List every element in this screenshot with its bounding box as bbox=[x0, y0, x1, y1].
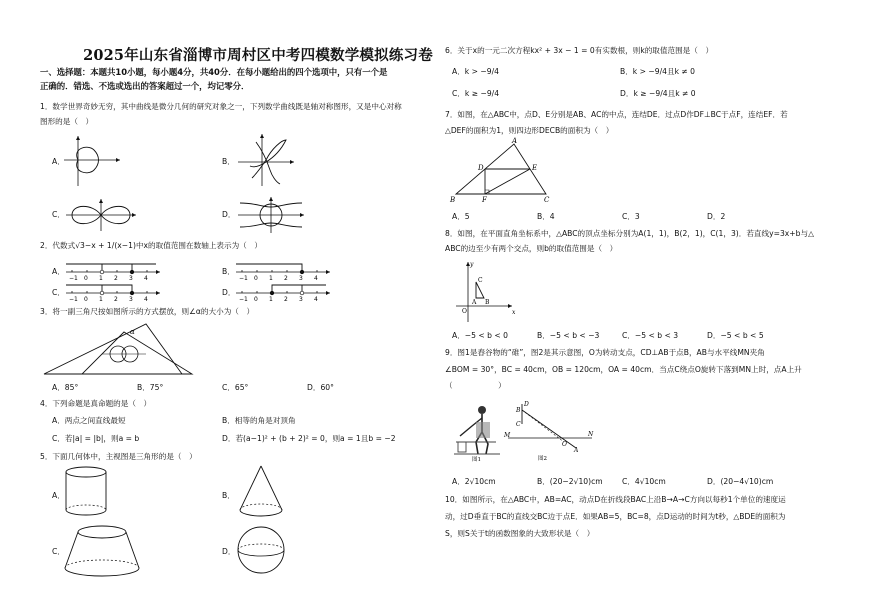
q9-figure2-diagram bbox=[504, 400, 596, 464]
q6-option-d: D．k ≥ −9/4且k ≠ 0 bbox=[620, 89, 696, 98]
q7-stem-line1: 7．如图，在△ABC中，点D、E分别是AB、AC的中点，连结DE．过点D作DF⊥BC于点F，连结EF．若 bbox=[445, 110, 788, 119]
q7-option-c: C．3 bbox=[622, 212, 640, 221]
q2-option-b-label: B． bbox=[222, 267, 235, 276]
q9-stem-line2: ∠BOM = 30°，BC = 40cm，OB = 120cm，OA = 40cm．当点C绕点O旋转下落到MN上时，点A上升 bbox=[445, 365, 802, 374]
q1-circle-curves-figure bbox=[236, 195, 306, 235]
q8-option-d: D．−5 < b < 5 bbox=[707, 331, 764, 340]
numberline-tick-label: 4 bbox=[144, 275, 148, 282]
numberline-tick-label: 3 bbox=[129, 275, 133, 282]
q9-option-a: A．2√10cm bbox=[452, 477, 496, 486]
q7-option-d: D．2 bbox=[707, 212, 726, 221]
numberline-tick-label: 2 bbox=[114, 296, 118, 303]
numberline-tick-label: 0 bbox=[254, 296, 258, 303]
section1-line1: 一、选择题：本题共10小题，每小题4分，共40分．在每小题给出的四个选项中，只有一个是 bbox=[40, 67, 388, 77]
q7-label-a: A bbox=[512, 137, 518, 145]
q3-stem: 3．将一副三角尺按如图所示的方式摆放，则∠α的大小为（ ） bbox=[40, 307, 255, 316]
numberline-arrow bbox=[156, 291, 160, 295]
numberline-range bbox=[66, 285, 132, 293]
q8-option-a: A．−5 < b < 0 bbox=[452, 331, 509, 340]
section1-line2: 正确的．错选、不选或选出的答案超过一个，均记零分． bbox=[40, 81, 250, 91]
q1-stem-line1: 1．数学世界奇妙无穷，其中曲线是微分几何的研究对象之一，下列数学曲线既是轴对称图形，又是中心对称 bbox=[40, 102, 402, 111]
q1-cardioid-figure bbox=[62, 134, 122, 188]
q9-label-o: O bbox=[562, 441, 567, 448]
q1-option-d-label: D． bbox=[222, 210, 236, 219]
numberline-range bbox=[236, 264, 302, 272]
q9-fig2-caption: 图2 bbox=[538, 456, 547, 462]
q5-frustum-figure bbox=[62, 524, 142, 580]
q2-numberline-d bbox=[236, 279, 332, 303]
numberline-arrow bbox=[326, 291, 330, 295]
q8-coordinate-figure bbox=[454, 260, 516, 324]
q8-label-a: A bbox=[472, 299, 477, 306]
q2-option-c-label: C． bbox=[52, 288, 65, 297]
numberline-tick-label: 0 bbox=[254, 275, 258, 282]
q5-option-d-label: D． bbox=[222, 547, 236, 556]
q7-label-b: B bbox=[450, 196, 456, 204]
q8-label-b: B bbox=[485, 299, 490, 306]
q10-stem-line3: S，则S关于t的函数图象的大致形状是（ ） bbox=[445, 529, 595, 538]
numberline-tick-label: −1 bbox=[239, 275, 248, 282]
numberline-tick-label: 1 bbox=[269, 296, 273, 303]
numberline-arrow bbox=[156, 270, 160, 274]
numberline-arrow bbox=[326, 270, 330, 274]
q7-label-d: D bbox=[478, 164, 484, 172]
numberline-tick-label: 4 bbox=[144, 296, 148, 303]
q8-stem-line2: ABC的边至少有两个交点，则b的取值范围是（ ） bbox=[445, 244, 618, 253]
q1-folium-figure bbox=[236, 132, 296, 188]
q3-alpha-label: α bbox=[130, 328, 135, 336]
q1-option-c-label: C． bbox=[52, 210, 65, 219]
q1-lemniscate-figure bbox=[64, 198, 138, 232]
numberline-range bbox=[302, 285, 326, 293]
q2-option-d-label: D． bbox=[222, 288, 236, 297]
q4-option-c: C．若|a| = |b|，则a = b bbox=[52, 434, 140, 443]
q7-option-b: B．4 bbox=[537, 212, 555, 221]
q3-option-c: C．65° bbox=[222, 383, 249, 392]
q8-label-c: C bbox=[478, 277, 483, 284]
numberline-range bbox=[66, 285, 102, 293]
numberline-closed-dot bbox=[130, 270, 134, 274]
numberline-closed-dot bbox=[300, 270, 304, 274]
numberline-tick-label: −1 bbox=[239, 296, 248, 303]
q7-triangle-figure bbox=[448, 138, 558, 206]
q8-stem-line1: 8．如图，在平面直角坐标系中，△ABC的顶点坐标分别为A(1，1)，B(2，1)，C(1，3)．若直线y=3x+b与△ bbox=[445, 229, 814, 238]
numberline-range bbox=[66, 264, 132, 272]
q5-option-b-label: B． bbox=[222, 491, 235, 500]
numberline-open-dot bbox=[100, 270, 104, 274]
numberline-tick-label: −1 bbox=[69, 296, 78, 303]
q7-label-e: E bbox=[532, 164, 538, 172]
q2-stem-pre: 2．代数式 bbox=[40, 241, 76, 250]
numberline-tick-label: −1 bbox=[69, 275, 78, 282]
q9-option-b: B．(20−2√10)cm bbox=[537, 477, 603, 486]
numberline-open-dot bbox=[100, 291, 104, 295]
q8-option-c: C．−5 < b < 3 bbox=[622, 331, 679, 340]
q5-sphere-figure bbox=[236, 524, 286, 576]
q8-option-b: B．−5 < b < −3 bbox=[537, 331, 600, 340]
q9-label-m: M bbox=[504, 432, 511, 439]
q5-option-c-label: C． bbox=[52, 547, 65, 556]
q6-stem: 6．关于x的一元二次方程kx² + 3x − 1 = 0有实数根，则k的取值范围是（ ） bbox=[445, 46, 714, 55]
q4-option-b: B．相等的角是对顶角 bbox=[222, 416, 296, 425]
q5-cone-figure bbox=[238, 464, 284, 520]
numberline-tick-label: 4 bbox=[314, 296, 318, 303]
numberline-tick-label: 2 bbox=[284, 275, 288, 282]
numberline-closed-dot bbox=[270, 291, 274, 295]
numberline-tick-label: 2 bbox=[114, 275, 118, 282]
q10-stem-line1: 10．如图所示，在△ABC中，AB=AC，动点D在折线段BAC上沿B→A→C方向以每秒1个单位的速度运 bbox=[445, 495, 786, 504]
q8-axis-x: x bbox=[512, 309, 516, 316]
exam-title: 2025年山东省淄博市周村区中考四模数学模拟练习卷 bbox=[83, 47, 433, 64]
q9-stem-line3: （ ） bbox=[445, 381, 506, 390]
q6-option-c: C．k ≥ −9/4 bbox=[452, 89, 500, 98]
q10-stem-line2: 动，过D垂直于BC的直线交BC边于点E．如果AB=5，BC=8，点D运动的时间为t秒，△BDE的面积为 bbox=[445, 512, 786, 521]
numberline-tick-label: 1 bbox=[269, 275, 273, 282]
q1-option-a-label: A． bbox=[52, 157, 65, 166]
numberline-tick-label: 3 bbox=[129, 296, 133, 303]
q9-stem-line1: 9．图1是舂谷物的“碓”，图2是其示意图，O为转动支点，CD⊥AB于点B，AB与水平线MN夹角 bbox=[445, 348, 765, 357]
q6-option-a: A．k > −9/4 bbox=[452, 67, 499, 76]
q9-option-d: D．(20−4√10)cm bbox=[707, 477, 774, 486]
q8-axis-y: y bbox=[470, 261, 474, 268]
q4-stem: 4．下列命题是真命题的是（ ） bbox=[40, 399, 152, 408]
q1-stem-line2: 图形的是（ ） bbox=[40, 117, 94, 126]
q8-origin: O bbox=[462, 308, 467, 315]
q7-label-f: F bbox=[482, 196, 487, 204]
q7-label-c: C bbox=[544, 196, 550, 204]
numberline-range bbox=[102, 264, 156, 272]
numberline-tick-label: 0 bbox=[84, 296, 88, 303]
q2-numberline-c bbox=[66, 279, 162, 303]
q5-cylinder-figure bbox=[64, 466, 108, 518]
q9-label-n: N bbox=[588, 431, 594, 438]
numberline-tick-label: 2 bbox=[284, 296, 288, 303]
q9-label-d: D bbox=[524, 401, 529, 408]
q3-triangle-rulers-figure bbox=[42, 320, 202, 378]
q2-stem-post: 中x的取值范围在数轴上表示为（ ） bbox=[135, 241, 262, 250]
q3-option-a: A．85° bbox=[52, 383, 79, 392]
q9-option-c: C．4√10cm bbox=[622, 477, 666, 486]
q9-label-c: C bbox=[516, 421, 521, 428]
q4-option-d: D．若(a−1)² + (b + 2)² = 0，则a = 1且b = −2 bbox=[222, 434, 396, 443]
q5-stem: 5．下面几何体中，主视图是三角形的是（ ） bbox=[40, 452, 197, 461]
q1-option-b-label: B． bbox=[222, 157, 235, 166]
q9-label-a: A bbox=[574, 447, 579, 454]
numberline-tick-label: 0 bbox=[84, 275, 88, 282]
q2-option-a-label: A． bbox=[52, 267, 65, 276]
q2-stem-expr: √3−x + 1/(x−1) bbox=[75, 241, 136, 250]
numberline-tick-label: 3 bbox=[299, 275, 303, 282]
q3-option-b: B．75° bbox=[137, 383, 164, 392]
q9-fig1-caption: 图1 bbox=[472, 457, 481, 463]
numberline-range bbox=[272, 285, 326, 293]
q6-option-b: B．k > −9/4且k ≠ 0 bbox=[620, 67, 695, 76]
q9-figure1-mortar bbox=[452, 402, 502, 462]
q7-stem-line2: △DEF的面积为1，则四边形DECB的面积为（ ） bbox=[445, 126, 614, 135]
q5-option-a-label: A． bbox=[52, 491, 65, 500]
numberline-tick-label: 4 bbox=[314, 275, 318, 282]
numberline-tick-label: 3 bbox=[299, 296, 303, 303]
numberline-closed-dot bbox=[130, 291, 134, 295]
numberline-open-dot bbox=[300, 291, 304, 295]
numberline-tick-label: 1 bbox=[99, 296, 103, 303]
q3-option-d: D．60° bbox=[307, 383, 334, 392]
q9-label-b: B bbox=[516, 407, 521, 414]
q4-option-a: A．两点之间直线最短 bbox=[52, 416, 126, 425]
q7-option-a: A．5 bbox=[452, 212, 470, 221]
numberline-tick-label: 1 bbox=[99, 275, 103, 282]
q2-stem bbox=[40, 240, 262, 251]
